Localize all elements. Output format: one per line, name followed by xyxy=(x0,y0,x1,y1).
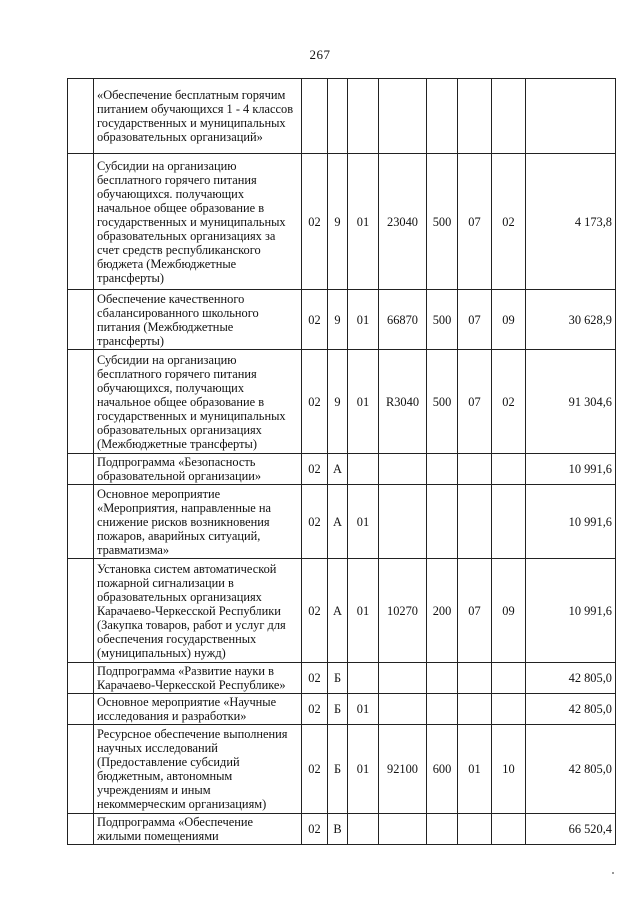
amount-cell: 66 520,4 xyxy=(526,814,616,845)
row-index-cell xyxy=(68,559,94,663)
program-code-cell xyxy=(302,79,328,154)
program-code-cell: 02 xyxy=(302,485,328,559)
section-cell: 07 xyxy=(458,290,492,350)
table-row xyxy=(68,694,616,725)
section-cell: 01 xyxy=(458,725,492,814)
subprogram-code-cell: Б xyxy=(328,663,348,694)
budget-table xyxy=(67,78,616,845)
activity-code-cell xyxy=(348,814,379,845)
page-number: 267 xyxy=(309,47,331,62)
activity-code-cell: 01 xyxy=(348,694,379,725)
row-index-cell xyxy=(68,694,94,725)
subprogram-code-cell xyxy=(328,79,348,154)
row-index-cell xyxy=(68,725,94,814)
table-row xyxy=(68,814,616,845)
amount-cell: 42 805,0 xyxy=(526,725,616,814)
expense-type-cell xyxy=(427,663,458,694)
subsection-cell: 09 xyxy=(492,559,526,663)
subprogram-code-cell: 9 xyxy=(328,350,348,454)
direction-code-cell: 92100 xyxy=(379,725,427,814)
table-row xyxy=(68,559,616,663)
subprogram-code-cell: А xyxy=(328,559,348,663)
amount-cell: 91 304,6 xyxy=(526,350,616,454)
item-name-cell: Субсидии на организацию бесплатного горячего питания обучающихся, получающих начальное общее образование в государственных и муниципальных образовательных организациях (Межбюджетные трансферты) xyxy=(94,350,302,454)
row-index-cell xyxy=(68,814,94,845)
expense-type-cell: 200 xyxy=(427,559,458,663)
activity-code-cell: 01 xyxy=(348,290,379,350)
item-name-cell: Подпрограмма «Обеспечение жилыми помещениями xyxy=(94,814,302,845)
subprogram-code-cell: 9 xyxy=(328,290,348,350)
item-name-cell: Подпрограмма «Развитие науки в Карачаево-Черкесской Республике» xyxy=(94,663,302,694)
item-name-cell: Установка систем автоматической пожарной сигнализации в образовательных организациях Карачаево-Черкесской Республики (Закупка товаров, работ и услуг для обеспечения государственных (муниципальных) нужд) xyxy=(94,559,302,663)
section-cell: 07 xyxy=(458,154,492,290)
expense-type-cell xyxy=(427,694,458,725)
item-name-cell: «Обеспечение бесплатным горячим питанием обучающихся 1 - 4 классов государственных и муниципальных образовательных организаций» xyxy=(94,79,302,154)
section-cell: 07 xyxy=(458,559,492,663)
subprogram-code-cell: 9 xyxy=(328,154,348,290)
subsection-cell: 02 xyxy=(492,350,526,454)
program-code-cell: 02 xyxy=(302,663,328,694)
subsection-cell: 02 xyxy=(492,154,526,290)
subprogram-code-cell: А xyxy=(328,454,348,485)
direction-code-cell xyxy=(379,814,427,845)
item-name-cell: Субсидии на организацию бесплатного горячего питания обучающихся. получающих начальное общее образование в государственных и муниципальных образовательных организациях за счет средств республиканского бюджета (Межбюджетные трансферты) xyxy=(94,154,302,290)
item-name-cell: Ресурсное обеспечение выполнения научных исследований (Предоставление субсидий бюджетным, автономным учреждениям и иным некоммерческим организациям) xyxy=(94,725,302,814)
expense-type-cell xyxy=(427,79,458,154)
expense-type-cell xyxy=(427,454,458,485)
amount-cell: 10 991,6 xyxy=(526,485,616,559)
activity-code-cell: 01 xyxy=(348,154,379,290)
expense-type-cell: 500 xyxy=(427,154,458,290)
section-cell xyxy=(458,485,492,559)
subprogram-code-cell: Б xyxy=(328,694,348,725)
expense-type-cell xyxy=(427,814,458,845)
table-row xyxy=(68,154,616,290)
table-row xyxy=(68,454,616,485)
subsection-cell xyxy=(492,814,526,845)
subsection-cell: 09 xyxy=(492,290,526,350)
amount-cell: 10 991,6 xyxy=(526,559,616,663)
program-code-cell: 02 xyxy=(302,559,328,663)
program-code-cell: 02 xyxy=(302,725,328,814)
section-cell xyxy=(458,454,492,485)
table-row xyxy=(68,350,616,454)
row-index-cell xyxy=(68,485,94,559)
program-code-cell: 02 xyxy=(302,290,328,350)
row-index-cell xyxy=(68,154,94,290)
expense-type-cell: 500 xyxy=(427,350,458,454)
program-code-cell: 02 xyxy=(302,694,328,725)
item-name-cell: Обеспечение качественного сбалансированного школьного питания (Межбюджетные трансферты) xyxy=(94,290,302,350)
expense-type-cell xyxy=(427,485,458,559)
row-index-cell xyxy=(68,454,94,485)
amount-cell: 10 991,6 xyxy=(526,454,616,485)
section-cell xyxy=(458,663,492,694)
amount-cell: 42 805,0 xyxy=(526,694,616,725)
activity-code-cell: 01 xyxy=(348,350,379,454)
table-row xyxy=(68,663,616,694)
direction-code-cell: R3040 xyxy=(379,350,427,454)
section-cell: 07 xyxy=(458,350,492,454)
subprogram-code-cell: А xyxy=(328,485,348,559)
subprogram-code-cell: Б xyxy=(328,725,348,814)
subsection-cell xyxy=(492,79,526,154)
program-code-cell: 02 xyxy=(302,454,328,485)
row-index-cell xyxy=(68,290,94,350)
direction-code-cell xyxy=(379,485,427,559)
scan-artifact xyxy=(612,872,614,874)
activity-code-cell xyxy=(348,663,379,694)
amount-cell: 30 628,9 xyxy=(526,290,616,350)
row-index-cell xyxy=(68,79,94,154)
activity-code-cell: 01 xyxy=(348,725,379,814)
table-row xyxy=(68,290,616,350)
item-name-cell: Основное мероприятие «Научные исследования и разработки» xyxy=(94,694,302,725)
row-index-cell xyxy=(68,350,94,454)
expense-type-cell: 500 xyxy=(427,290,458,350)
program-code-cell: 02 xyxy=(302,350,328,454)
activity-code-cell xyxy=(348,79,379,154)
subprogram-code-cell: В xyxy=(328,814,348,845)
expense-type-cell: 600 xyxy=(427,725,458,814)
item-name-cell: Основное мероприятие «Мероприятия, направленные на снижение рисков возникновения пожаров, аварийных ситуаций, травматизма» xyxy=(94,485,302,559)
direction-code-cell xyxy=(379,454,427,485)
program-code-cell: 02 xyxy=(302,154,328,290)
activity-code-cell: 01 xyxy=(348,485,379,559)
subsection-cell: 10 xyxy=(492,725,526,814)
direction-code-cell xyxy=(379,79,427,154)
section-cell xyxy=(458,694,492,725)
amount-cell xyxy=(526,79,616,154)
subsection-cell xyxy=(492,454,526,485)
program-code-cell: 02 xyxy=(302,814,328,845)
row-index-cell xyxy=(68,663,94,694)
activity-code-cell: 01 xyxy=(348,559,379,663)
subsection-cell xyxy=(492,663,526,694)
direction-code-cell xyxy=(379,694,427,725)
subsection-cell xyxy=(492,694,526,725)
item-name-cell: Подпрограмма «Безопасность образовательной организации» xyxy=(94,454,302,485)
direction-code-cell: 66870 xyxy=(379,290,427,350)
direction-code-cell: 10270 xyxy=(379,559,427,663)
direction-code-cell xyxy=(379,663,427,694)
direction-code-cell: 23040 xyxy=(379,154,427,290)
amount-cell: 4 173,8 xyxy=(526,154,616,290)
table-row xyxy=(68,725,616,814)
section-cell xyxy=(458,814,492,845)
amount-cell: 42 805,0 xyxy=(526,663,616,694)
section-cell xyxy=(458,79,492,154)
table-row xyxy=(68,485,616,559)
table-row xyxy=(68,79,616,154)
subsection-cell xyxy=(492,485,526,559)
activity-code-cell xyxy=(348,454,379,485)
